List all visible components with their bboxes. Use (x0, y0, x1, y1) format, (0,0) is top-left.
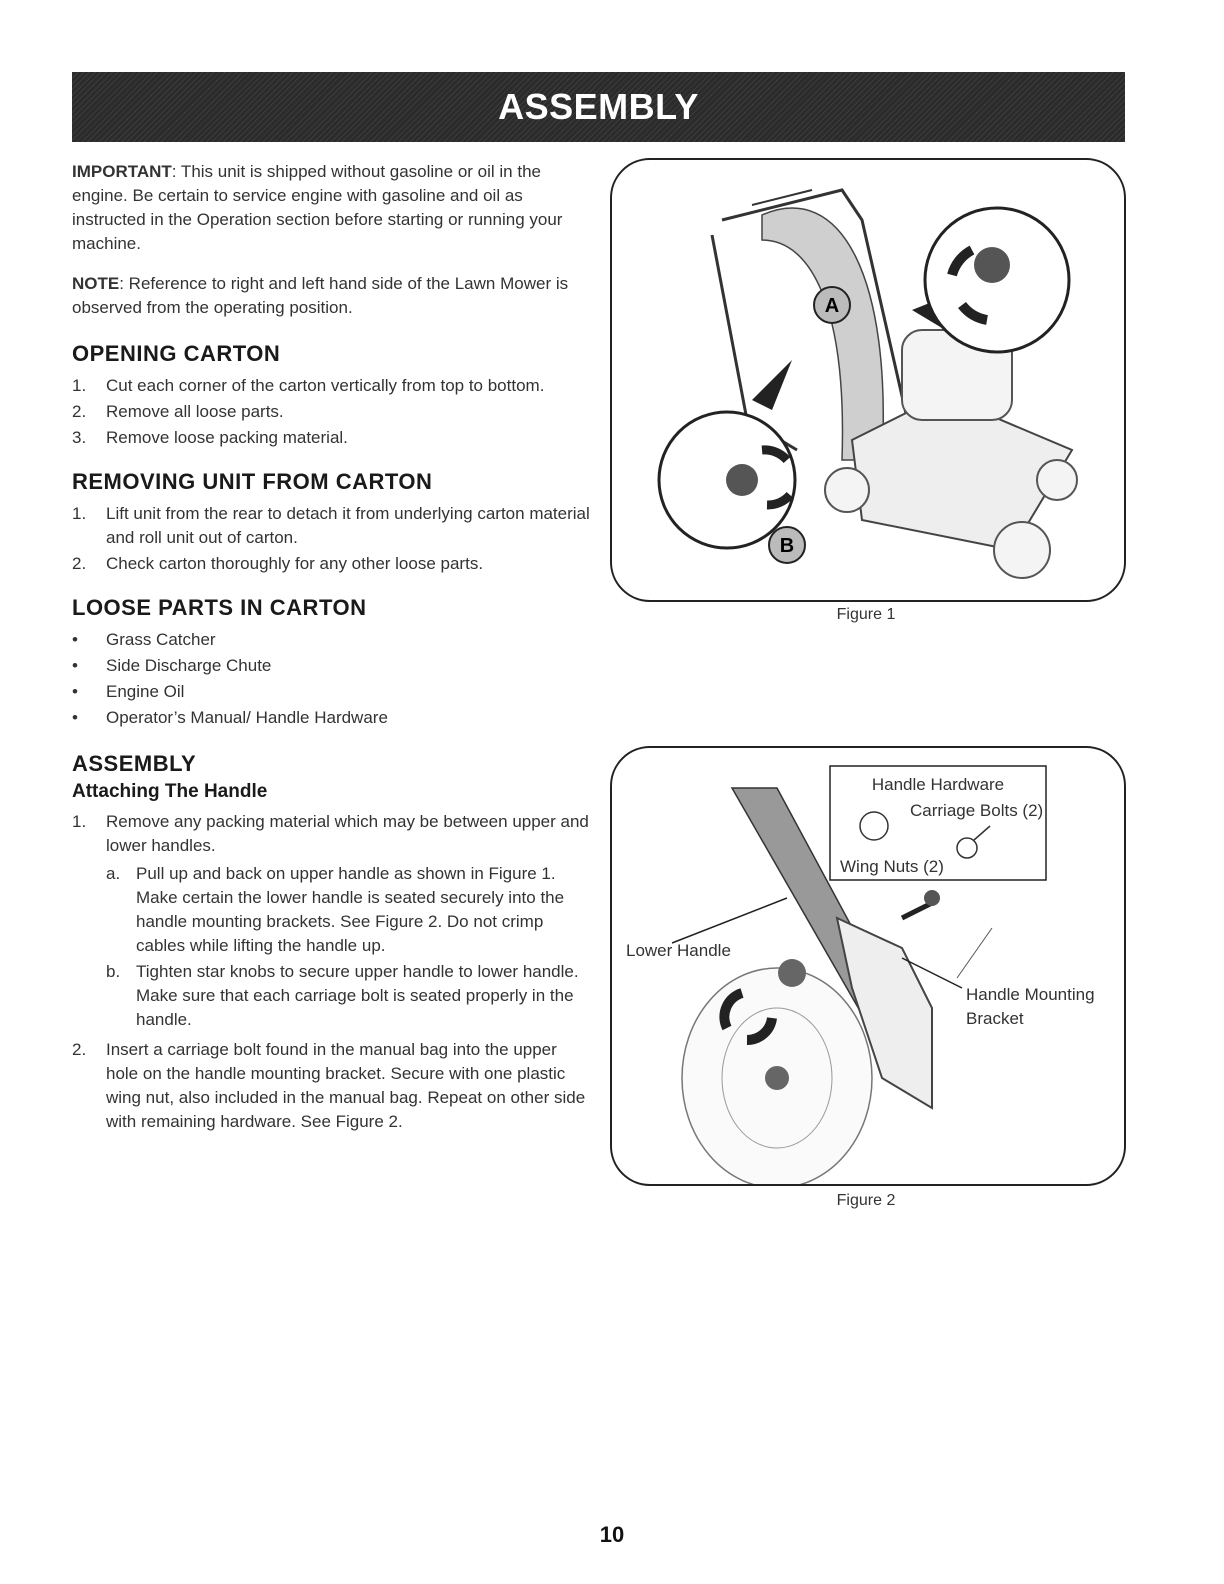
sub-step-b: b. Tighten star knobs to secure upper handle to lower handle. Make sure that each carriage bolt is seated properly in the handle. (106, 962, 579, 1029)
section-banner (72, 72, 1125, 142)
removing-unit-heading: REMOVING UNIT FROM CARTON (72, 469, 433, 494)
page-number: 10 (599, 1522, 625, 1547)
text-column (72, 160, 590, 1154)
list-item: 1. Lift unit from the rear to detach it from underlying carton material and roll unit out of carton. (72, 504, 590, 547)
section-title: ASSEMBLY (498, 86, 699, 127)
figure-2-caption: Figure 2 (836, 1192, 896, 1209)
loose-parts-list (72, 628, 590, 730)
list-item: • Operator’s Manual/ Handle Hardware (72, 708, 388, 727)
list-item: 1. Remove any packing material which may be between upper and lower handles. a. Pull up and back on upper handle as shown in Figure 1. Make certain the lower handle is seated securely into the handle mounting brackets. See Figure 2. Do not crimp cables while lifting the handle up. b. Tighten star knobs to secure upper handle to lower handle. Make sure that each carriage bolt is seated properly in the handle. (72, 810, 590, 1032)
list-item: 1. Cut each corner of the carton vertically from top to bottom. (72, 376, 545, 395)
wing-nuts-label: Wing Nuts (2) (840, 857, 944, 876)
removing-steps (72, 502, 590, 576)
lower-handle-label: Lower Handle (626, 941, 731, 960)
important-note: IMPORTANT: This unit is shipped without gasoline or oil in the engine. Be certain to service engine with gasoline and oil as instructed in the Operation section before starting or running your machine. (72, 162, 563, 253)
attaching-handle-heading: Attaching The Handle (72, 781, 268, 802)
hardware-title: Handle Hardware (871, 775, 1005, 794)
orientation-note: NOTE: Reference to right and left hand side of the Lawn Mower is observed from the operating position. (72, 274, 569, 317)
callout-b: B (779, 535, 795, 557)
list-item: 2. Check carton thoroughly for any other loose parts. (72, 554, 484, 573)
mounting-bracket-label-2: Bracket (966, 1009, 1024, 1028)
assembly-steps (72, 810, 590, 1134)
mounting-bracket-label-1: Handle Mounting (966, 985, 1095, 1004)
carriage-bolts-label: Carriage Bolts (2) (910, 801, 1044, 820)
loose-parts-heading: LOOSE PARTS IN CARTON (72, 595, 367, 620)
list-item: • Grass Catcher (72, 630, 216, 649)
opening-steps (72, 374, 590, 450)
figure-2-illustration (610, 746, 1126, 1186)
list-item: 3. Remove loose packing material. (72, 428, 348, 447)
list-item: • Engine Oil (72, 682, 185, 701)
list-item: 2. Insert a carriage bolt found in the manual bag into the upper hole on the handle mounting bracket. Secure with one plastic wing nut, also included in the manual bag. Repeat on other side with remaining hardware. See Figure 2. (72, 1040, 586, 1131)
mower-handle-illustration (612, 160, 1124, 600)
figure-1-illustration (610, 158, 1126, 602)
callout-a: A (824, 295, 840, 317)
handle-bracket-illustration (612, 748, 1124, 1184)
figure-1-caption: Figure 1 (836, 606, 896, 623)
opening-carton-heading: OPENING CARTON (72, 341, 281, 366)
list-item: • Side Discharge Chute (72, 656, 272, 675)
list-item: 2. Remove all loose parts. (72, 402, 284, 421)
sub-step-a: a. Pull up and back on upper handle as shown in Figure 1. Make certain the lower handle is seated securely into the handle mounting brackets. See Figure 2. Do not crimp cables while lifting the handle up. (106, 864, 565, 955)
assembly-heading: ASSEMBLY (72, 751, 197, 776)
